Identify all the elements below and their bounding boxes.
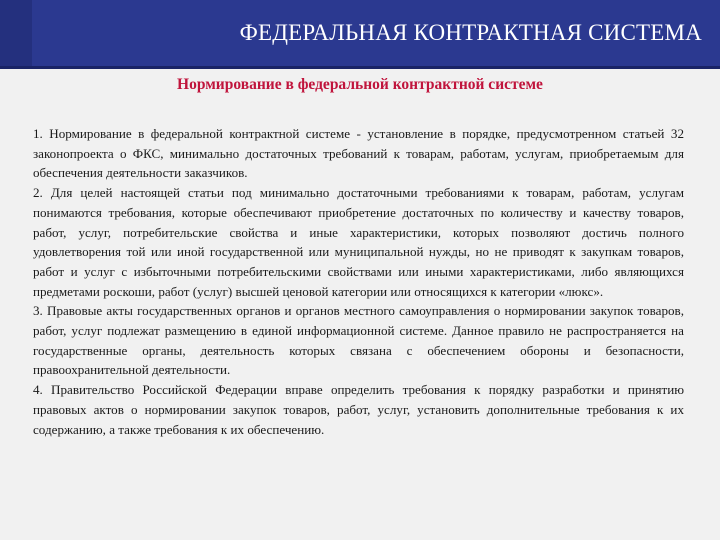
paragraph-1: 1. Нормирование в федеральной контрактной системе - установление в порядке, предусмотренном статьей 32 законопроекта о ФКС, минимально достаточных требований к товарам, работам, услугам, приобретаемым для обеспечения деятельности заказчиков. — [33, 126, 684, 181]
paragraph-3: 3. Правовые акты государственных органов и органов местного самоуправления о нормировании закупок товаров, работ, услуг подлежат размещению в единой информационной системе. Данное правило не распространяется на государственные органы, деятельность которых связана с обеспечением обороны и безопасности, правоохранительной деятельности. — [33, 303, 684, 378]
header-title: ФЕДЕРАЛЬНАЯ КОНТРАКТНАЯ СИСТЕМА — [239, 20, 702, 45]
paragraph-2: 2. Для целей настоящей статьи под минимально достаточными требованиями к товарам, работам, услугам понимаются требования, которые обеспечивают приобретение достаточных по количеству и качеству товаров, работ, услуг, потребительские свойства и иные характеристики, которых позволяют достичь полного удовлетворения той или иной государственной или муниципальной нужды, но не приводят к закупкам товаров, работ и услуг с избыточными потребительскими свойствами или иными характеристиками, либо являющихся предметами роскоши, работ (услуг) высшей ценовой категории или относящихся к категории «люкс». — [33, 185, 684, 299]
body-text — [33, 124, 684, 439]
header-accent-bar — [0, 0, 32, 66]
paragraph-4: 4. Правительство Российской Федерации вправе определить требования к порядку разработки и принятию правовых актов о нормировании закупок товаров, работ, услуг, установить дополнительные требования к их содержанию, а также требования к их обеспечению. — [33, 382, 684, 437]
slide-subtitle: Нормирование в федеральной контрактной системе — [177, 76, 543, 93]
header-band — [0, 0, 720, 69]
